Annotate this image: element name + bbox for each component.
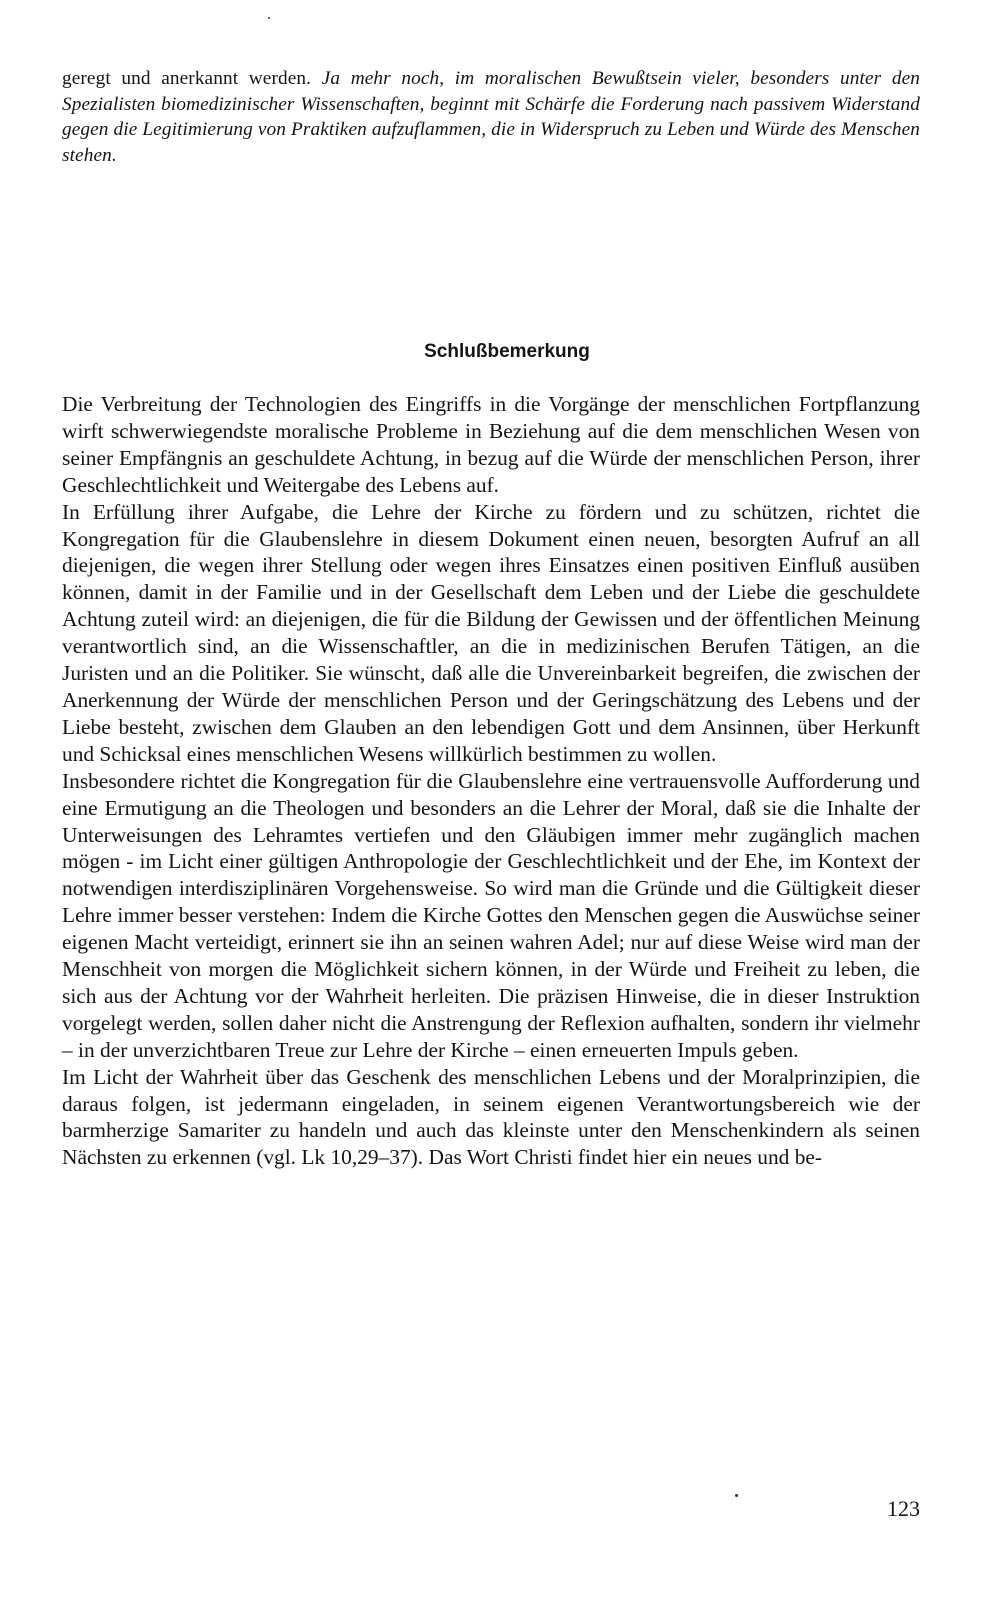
section-heading: Schlußbemerkung bbox=[424, 341, 590, 362]
page-number: 123 bbox=[887, 1496, 920, 1521]
scan-speck bbox=[268, 17, 270, 19]
intro-italic-text: Ja mehr noch, im moralischen Bewußtsein vieler, besonders unter den Spezialisten biomedizinischer Wissenschaften, beginnt mit Schärfe die Forderung nach passivem Widerstand gegen die Legitimierung von Praktiken aufzuflammen, die in Widerspruch zu Leben und Würde des Menschen stehen. bbox=[62, 68, 920, 166]
paragraph-1: Die Verbreitung der Technologien des Eingriffs in die Vorgänge der menschlichen Fortpflanzung wirft schwerwiegendste moralische Probleme in Beziehung auf die dem menschlichen Wesen von seiner Empfängnis an geschuldete Achtung, in bezug auf die Würde der menschlichen Person, ihrer Geschlechtlichkeit und Weitergabe des Lebens auf. bbox=[62, 392, 920, 497]
paragraph-4: Im Licht der Wahrheit über das Geschenk des menschlichen Lebens und der Moralprinzipien, die daraus folgen, ist jedermann eingeladen, in seinem eigenen Verantwortungsbereich wie der barmherzige Samariter zu handeln und auch das kleinste unter den Menschenkindern als seinen Nächsten zu erkennen (vgl. Lk 10,29–37). Das Wort Christi findet hier ein neues und be- bbox=[62, 1064, 920, 1170]
body-text bbox=[62, 391, 920, 1171]
intro-regular-text: geregt und anerkannt werden. bbox=[62, 68, 322, 89]
scan-speck bbox=[735, 1494, 738, 1497]
paragraph-3: Insbesondere richtet die Kongregation für die Glaubenslehre eine vertrauensvolle Aufforderung und eine Ermutigung an die Theologen und besonders an die Lehrer der Moral, daß sie die Inhalte der Unterweisungen des Lehramtes vertiefen und den Gläubigen immer mehr zugänglich machen mögen - im Licht einer gültigen Anthropologie der Geschlechtlichkeit und der Ehe, im Kontext der notwendigen interdisziplinären Vorgehensweise. So wird man die Gründe und die Gültigkeit dieser Lehre immer besser verstehen: Indem die Kirche Gottes den Menschen gegen die Auswüchse seiner eigenen Macht verteidigt, erinnert sie ihn an seinen wahren Adel; nur auf diese Weise wird man der Menschheit von morgen die Möglichkeit sichern können, in der Würde und Freiheit zu leben, die sich aus der Achtung vor der Wahrheit herleiten. Die präzisen Hinweise, die in dieser Instruktion vorgelegt werden, sollen daher nicht die Anstrengung der Reflexion aufhalten, sondern ihr vielmehr – in der unverzichtbaren Treue zur Lehre der Kirche – einen erneuerten Impuls geben. bbox=[62, 768, 920, 1062]
intro-paragraph bbox=[62, 66, 920, 168]
paragraph-2: In Erfüllung ihrer Aufgabe, die Lehre der Kirche zu fördern und zu schützen, richtet die Kongregation für die Glaubenslehre in diesem Dokument einen neuen, besorgten Aufruf an all diejenigen, die wegen ihrer Stellung oder wegen ihres Einsatzes einen positiven Einfluß ausüben können, damit in der Familie und in der Gesellschaft dem Leben und der Liebe die geschuldete Achtung zuteil wird: an diejenigen, die für die Bildung der Gewissen und der öffentlichen Meinung verantwortlich sind, an die Wissenschaftler, an die in medizinischen Berufen Tätigen, an die Juristen und an die Politiker. Sie wünscht, daß alle die Unvereinbarkeit begreifen, die zwischen der Anerkennung der Würde der menschlichen Person und der Geringschätzung des Lebens und der Liebe besteht, zwischen dem Glauben an den lebendigen Gott und dem Ansinnen, über Herkunft und Schicksal eines menschlichen Wesens willkürlich bestimmen zu wollen. bbox=[62, 499, 920, 766]
